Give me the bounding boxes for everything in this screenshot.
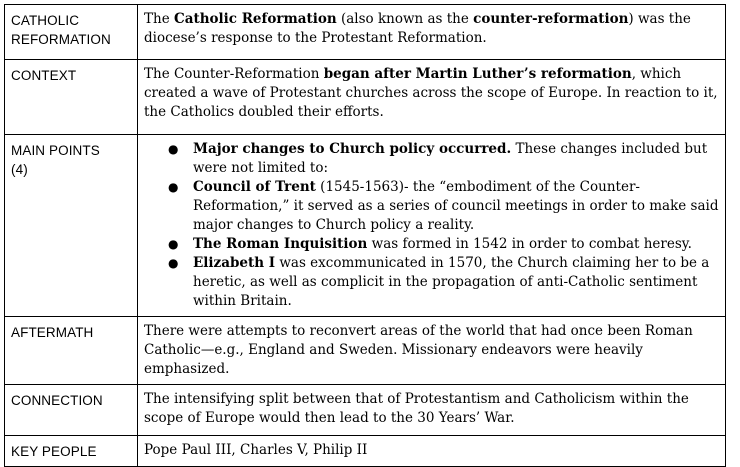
bold-term: Catholic Reformation (173, 11, 337, 27)
bold-term: Council of Trent (193, 179, 316, 195)
label-line: REFORMATION (11, 32, 111, 47)
text-segment: The Counter-Reformation (144, 66, 324, 82)
list-item (168, 235, 719, 254)
bold-term: Elizabeth I (193, 255, 276, 271)
text-segment: (1545-1563)- the “embodiment of the Counter-Reformation,” it served as a series of council meetings in order to make said major changes to Church policy a reality. (193, 179, 719, 233)
main-points-list (144, 140, 719, 311)
text-segment: These changes included but were not limited to: (193, 141, 708, 176)
bold-term: began after Martin Luther’s reformation (323, 66, 632, 82)
text-segment: ) was the diocese’s response to the Protestant Reformation. (144, 11, 691, 46)
table-row-aftermath (5, 317, 726, 385)
list-item (168, 178, 719, 235)
list-item (168, 254, 719, 311)
row-label (5, 135, 138, 317)
bullet-icon: ● (168, 256, 179, 270)
row-content: There were attempts to reconvert areas of the world that had once been Roman Catholic—e.g., England and Sweden. Missionary endeavors were heavily emphasized. (138, 317, 726, 385)
row-content (138, 135, 726, 317)
text-segment: (also known as the (336, 11, 474, 27)
text-segment: , which created a wave of Protestant churches across the scope of Europe. In reaction to it, the Catholics doubled their efforts. (144, 66, 718, 120)
row-label (5, 5, 138, 60)
row-content: The intensifying split between that of Protestantism and Catholicism within the scope of Europe would then lead to the 30 Years’ War. (138, 385, 726, 436)
text-segment: was formed in 1542 in order to combat heresy. (367, 236, 692, 252)
row-label: KEY PEOPLE (5, 436, 138, 467)
row-content (138, 60, 726, 135)
table-row-catholic-reformation (5, 5, 726, 60)
list-item (168, 140, 719, 178)
row-content: Pope Paul III, Charles V, Philip II (138, 436, 726, 467)
label-line: CATHOLIC (11, 13, 80, 28)
bullet-icon: ● (168, 180, 179, 194)
bullet-icon: ● (168, 142, 179, 156)
table-row-connection (5, 385, 726, 436)
row-content (138, 5, 726, 60)
table-row-key-people (5, 436, 726, 467)
text-segment: was excommunicated in 1570, the Church claiming her to be a heretic, as well as complicit in the propagation of anti-Catholic sentiment within Britain. (193, 255, 710, 309)
text-segment: The (144, 11, 174, 27)
bullet-icon: ● (168, 237, 179, 251)
bold-term: Major changes to Church policy occurred. (193, 141, 512, 157)
table-row-main-points (5, 135, 726, 317)
row-label: CONTEXT (5, 60, 138, 135)
label-line: MAIN POINTS (11, 143, 100, 158)
row-label: CONNECTION (5, 385, 138, 436)
table-row-context (5, 60, 726, 135)
label-line: (4) (11, 162, 28, 177)
bold-term: counter-reformation (473, 11, 629, 27)
summary-table (4, 4, 726, 467)
row-label: AFTERMATH (5, 317, 138, 385)
bold-term: The Roman Inquisition (193, 236, 368, 252)
